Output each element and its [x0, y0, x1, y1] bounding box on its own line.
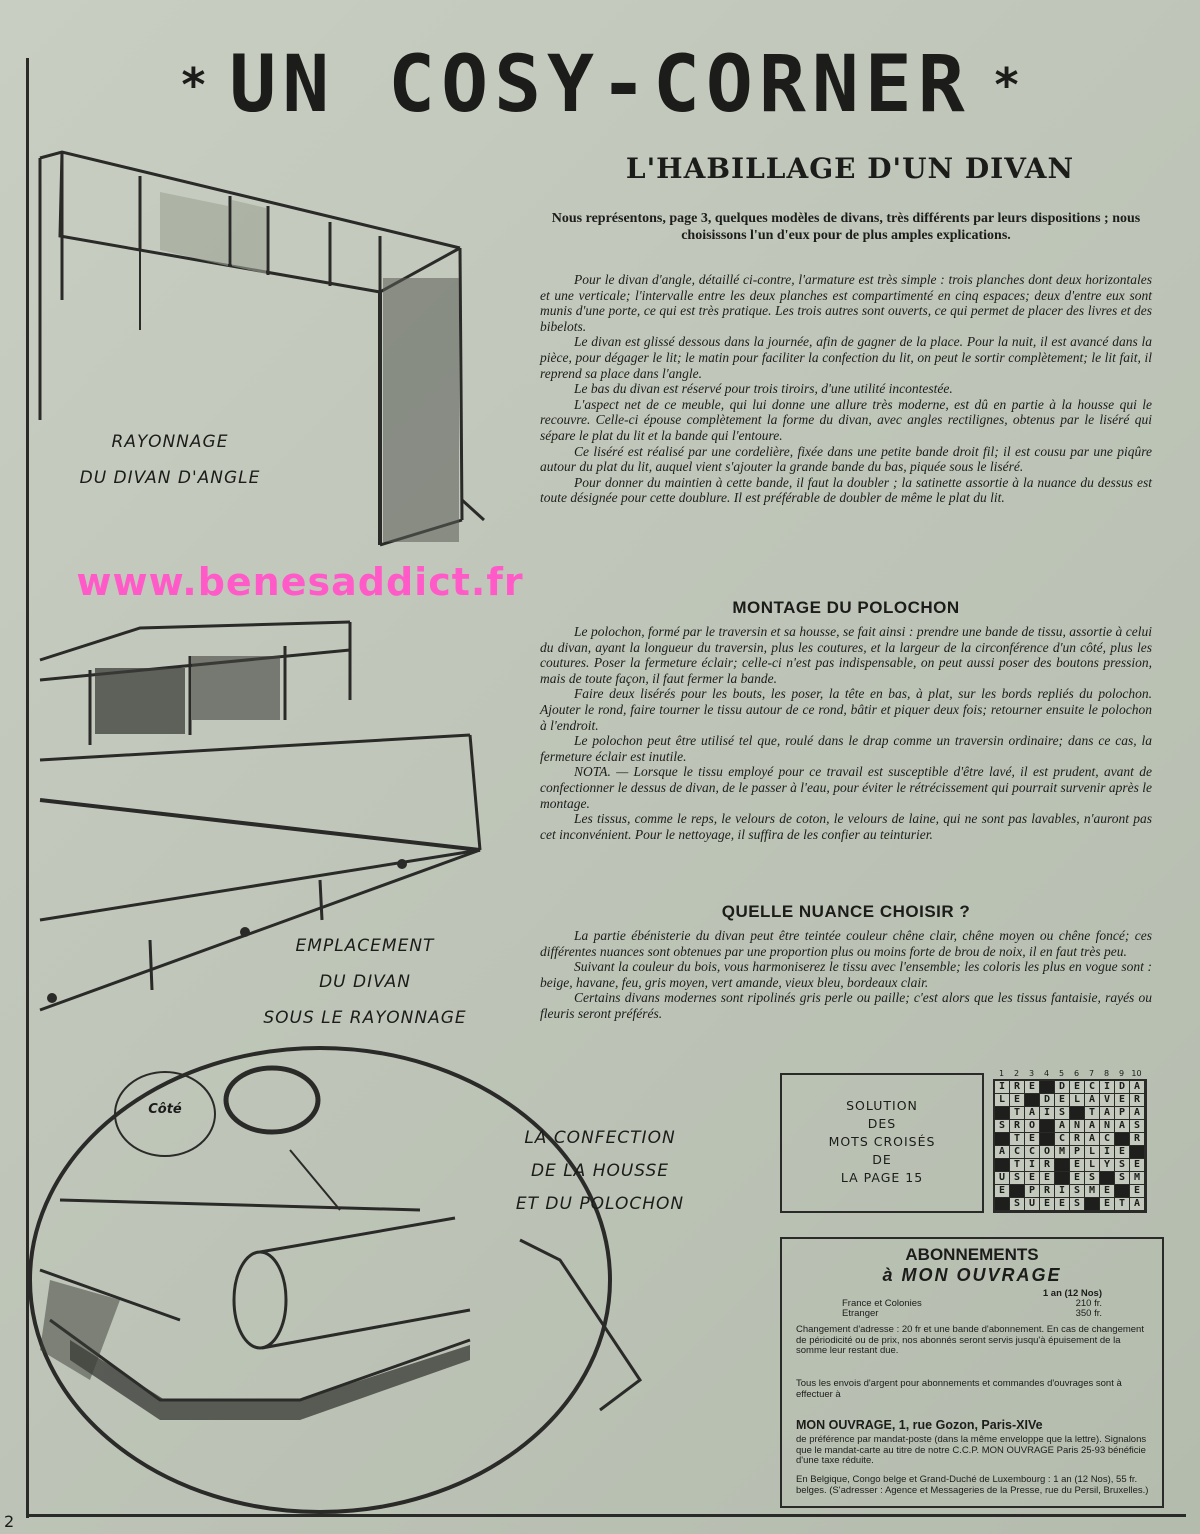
crossword-cell: P [1025, 1185, 1040, 1198]
crossword-cell: T [1085, 1107, 1100, 1120]
crossword-cell: E [1070, 1159, 1085, 1172]
crossword-cell: E [1025, 1172, 1040, 1185]
crossword-cell: S [1070, 1185, 1085, 1198]
crossword-column-number: 9 [1118, 1069, 1125, 1078]
rate-row [842, 1299, 1102, 1309]
crossword-cell: E [1040, 1172, 1055, 1185]
crossword-cell: R [1040, 1159, 1055, 1172]
crossword-black-cell [1100, 1172, 1115, 1185]
crossword-cell: C [1085, 1081, 1100, 1094]
crossword-cell: E [1070, 1172, 1085, 1185]
crossword-cell: R [1130, 1094, 1145, 1107]
paragraph: Le polochon, formé par le traversin et sa housse, se fait ainsi : prendre une bande de tissu, assortie à celui du divan, ayant la longueur du traversin, plus les coutures, et la largeur de la circonférence d'un côté, plus les coutures. Poser la fermeture éclair; celle-ci n'est pas indispensable, on peut aussi poser des boutons pression, mais de toute façon, il faut fermer la bande. [540, 624, 1152, 686]
crossword-cell: T [1010, 1133, 1025, 1146]
caption-line: SOUS LE RAYONNAGE [263, 1008, 467, 1028]
crossword-cell: Y [1100, 1159, 1115, 1172]
crossword-cell: S [1010, 1172, 1025, 1185]
crossword-cell: P [1070, 1146, 1085, 1159]
crossword-column-number: 3 [1028, 1069, 1035, 1078]
crossword-black-cell [1040, 1081, 1055, 1094]
belgique-text: En Belgique, Congo belge et Grand-Duché de Luxembourg : 1 an (12 Nos), 55 fr. belges. (S'adresser : Agence et Messageries de la Presse, rue du Persil, Bruxelles.) [796, 1474, 1149, 1496]
crossword-cell: I [1100, 1146, 1115, 1159]
solution-line: DE [872, 1152, 892, 1167]
caption-rayonnage [50, 424, 290, 496]
crossword-cell: E [995, 1185, 1010, 1198]
crossword-cell: V [1100, 1094, 1115, 1107]
crossword-cell: E [1070, 1081, 1085, 1094]
crossword-cell: E [1040, 1198, 1055, 1211]
housse-circle-drawing [30, 1048, 640, 1512]
crossword-black-cell [995, 1159, 1010, 1172]
crossword-column-number: 7 [1088, 1069, 1095, 1078]
crossword-cell: C [1100, 1133, 1115, 1146]
crossword-cell: I [1025, 1159, 1040, 1172]
crossword-black-cell [1085, 1198, 1100, 1211]
watermark-link[interactable]: www.benesaddict.fr [76, 560, 524, 604]
crossword-black-cell [1055, 1159, 1070, 1172]
caption-line: LA CONFECTION [524, 1128, 676, 1148]
subscription-rates [842, 1289, 1102, 1319]
crossword-cell: S [1085, 1172, 1100, 1185]
crossword-cell: A [1130, 1198, 1145, 1211]
crossword-cell: I [995, 1081, 1010, 1094]
crossword-solution-box [780, 1073, 984, 1213]
crossword-cell: E [1130, 1185, 1145, 1198]
crossword-cell: R [1010, 1081, 1025, 1094]
caption-line: ET DU POLOCHON [515, 1194, 685, 1214]
crossword-black-cell [995, 1198, 1010, 1211]
crossword-cell: N [1100, 1120, 1115, 1133]
divan-side-panel [383, 278, 459, 542]
caption-line: DU DIVAN D'ANGLE [79, 468, 261, 488]
paragraph: Le bas du divan est réservé pour trois tiroirs, d'une utilité incontestée. [574, 381, 953, 397]
rate-price: 210 fr. [1075, 1298, 1102, 1309]
section-heading-polochon: MONTAGE DU POLOCHON [732, 598, 960, 617]
crossword-cell: S [1070, 1198, 1085, 1211]
crossword-column-number: 5 [1058, 1069, 1065, 1078]
publisher-address: MON OUVRAGE, 1, rue Gozon, Paris-XIVe [796, 1418, 1043, 1432]
crossword-cell: A [1085, 1094, 1100, 1107]
paragraph: Ce liséré est réalisé par une cordelière, fixée dans une petite bande droit fil; il est cousu par une piqûre autour du plat du lit, auquel vient s'ajouter la grande bande du bas, piquée sous le liséré. [540, 443, 1152, 475]
paragraph: Les tissus, comme le reps, le velours de coton, le velours de laine, qui ne sont pas lavables, n'auront pas cet inconvénient. Pour le nettoyage, il suffira de les confier au teinturier. [540, 811, 1152, 842]
paragraph: Suivant la couleur du bois, vous harmoniserez le tissu avec l'ensemble; les coloris les plus en vogue sont : beige, havane, feu, gris moyen, vert amande, vieux bleu, bordeaux clair. [540, 959, 1152, 990]
crossword-cell: S [1115, 1159, 1130, 1172]
solution-line: DES [867, 1116, 897, 1131]
crossword-column-number: 2 [1013, 1069, 1020, 1078]
crossword-cell: E [1115, 1146, 1130, 1159]
crossword-black-cell [1115, 1133, 1130, 1146]
crossword-cell: C [1025, 1146, 1040, 1159]
crossword-cell: A [1025, 1107, 1040, 1120]
crossword-cell: R [1130, 1133, 1145, 1146]
rate-label: Etranger [842, 1308, 879, 1319]
subscription-subtitle: à MON OUVRAGE [882, 1265, 1062, 1285]
crossword-cell: E [1100, 1198, 1115, 1211]
solution-line: MOTS CROISÉS [828, 1134, 936, 1149]
crossword-cell: S [1010, 1198, 1025, 1211]
rate-price: 350 fr. [1075, 1308, 1102, 1319]
crossword-cell: E [1055, 1094, 1070, 1107]
caption-line: RAYONNAGE [111, 432, 229, 452]
crossword-cell: D [1115, 1081, 1130, 1094]
crossword-column-number: 10 [1131, 1069, 1142, 1078]
crossword-cell: A [1115, 1120, 1130, 1133]
crossword-black-cell [995, 1107, 1010, 1120]
solution-text [792, 1097, 972, 1187]
crossword-cell: L [1070, 1094, 1085, 1107]
crossword-black-cell [1070, 1107, 1085, 1120]
title-star-left: * [179, 58, 208, 112]
crossword-cell: A [1085, 1120, 1100, 1133]
subscription-period: 1 an (12 Nos) [1042, 1288, 1102, 1299]
crossword-black-cell [1040, 1133, 1055, 1146]
crossword-black-cell [1010, 1185, 1025, 1198]
rate-row [842, 1309, 1102, 1319]
crossword-cell: T [1115, 1198, 1130, 1211]
crossword-cell: M [1055, 1146, 1070, 1159]
paragraph: Le divan est glissé dessous dans la journée, afin de gagner de la place. Pour la nuit, il est avancé dans la pièce, pour dégager le lit; le matin pour faciliter la confection du lit, on peut le sortir complètement; le lit fait, il reprend sa place dans l'angle. [540, 334, 1152, 381]
crossword-cell: M [1130, 1172, 1145, 1185]
paragraph: Le polochon peut être utilisé tel que, roulé dans le drap comme un traversin ordinaire; dans ce cas, la fermeture éclair est inutile. [540, 733, 1152, 764]
crossword-cell: I [1100, 1081, 1115, 1094]
crossword-black-cell [1055, 1172, 1070, 1185]
crossword-column-number: 1 [998, 1069, 1005, 1078]
crossword-cell: A [1130, 1081, 1145, 1094]
caption-emplacement [230, 928, 500, 1036]
crossword-cell: O [1040, 1146, 1055, 1159]
crossword-cell: T [1010, 1107, 1025, 1120]
crossword-cell: M [1085, 1185, 1100, 1198]
crossword-black-cell [1115, 1185, 1130, 1198]
crossword-black-cell [1025, 1094, 1040, 1107]
crossword-cell: I [1055, 1185, 1070, 1198]
crossword-cell: A [1085, 1133, 1100, 1146]
solution-line: LA PAGE 15 [840, 1170, 924, 1185]
section-heading-nuance: QUELLE NUANCE CHOISIR ? [721, 902, 971, 921]
paragraph: Faire deux lisérés pour les bouts, les poser, la tête en bas, à plat, sur les bords repliés du polochon. Ajouter le rond, faire tourner le tissu autour de ce rond, bâtir et piquer deux fois; retourner ensuite le polochon à l'endroit. [540, 686, 1152, 733]
crossword-black-cell [995, 1133, 1010, 1146]
caption-line: EMPLACEMENT [295, 936, 435, 956]
crossword-cell: L [995, 1094, 1010, 1107]
article-subtitle: L'HABILLAGE D'UN DIVAN [625, 152, 1075, 185]
title-text: UN COSY-CORNER [229, 40, 971, 130]
crossword-cell: I [1040, 1107, 1055, 1120]
crossword-cell: O [1025, 1120, 1040, 1133]
paragraph: Pour le divan d'angle, détaillé ci-contre, l'armature est très simple : trois planches dont deux horizontales et une verticale; l'intervalle entre les deux planches est compartimenté en cinq espaces; deux d'entre eux sont munis d'une porte, ce qui est très pratique. Les trois autres sont ouverts, ce qui permet de placer des livres et des bibelots. [540, 272, 1152, 334]
crossword-cell: A [995, 1146, 1010, 1159]
caption-line: DU DIVAN [319, 972, 411, 992]
crossword-cell: D [1055, 1081, 1070, 1094]
article-intro: Nous représentons, page 3, quelques modèles de divans, très différents par leurs dispositions ; nous choisissons l'un d'eux pour de plus amples explications. [551, 211, 1141, 243]
crossword-cell: T [1010, 1159, 1025, 1172]
crossword-cell: A [1130, 1107, 1145, 1120]
paragraph: NOTA. — Lorsque le tissu employé pour ce travail est susceptible d'être lavé, il est prudent, avant de confectionner le dessus de divan, de le passer à l'eau, pour éviter le rétrécissement qui pourrait survenir après le montage. [540, 764, 1152, 811]
crossword-cell: P [1115, 1107, 1130, 1120]
crossword-cell: D [1040, 1094, 1055, 1107]
crossword-cell: E [1025, 1081, 1040, 1094]
crossword-cell: S [1055, 1107, 1070, 1120]
crossword-cell: C [1055, 1133, 1070, 1146]
crossword-cell: S [1130, 1120, 1145, 1133]
crossword-cell: R [1070, 1133, 1085, 1146]
crossword-cell: U [995, 1172, 1010, 1185]
crossword-cell: R [1010, 1120, 1025, 1133]
crossword-cell: R [1040, 1185, 1055, 1198]
crossword-cell: S [995, 1120, 1010, 1133]
rate-label: France et Colonies [842, 1298, 922, 1309]
title-star-right: * [992, 58, 1021, 112]
cote-label: Côté [148, 1102, 182, 1117]
paragraph: L'aspect net de ce meuble, qui lui donne une allure très moderne, est dû en partie à la housse qui le recouvre. Celle-ci épouse complètement la forme du divan, avec angles rectilignes, obtenus par le liséré qui sépare le plat du lit et la bande qui l'entoure. [540, 396, 1152, 443]
crossword-column-number: 6 [1073, 1069, 1080, 1078]
crossword-cell: E [1025, 1133, 1040, 1146]
crossword-cell: E [1010, 1094, 1025, 1107]
page-number: 2 [4, 1512, 15, 1531]
subscription-title: ABONNEMENTS [905, 1245, 1039, 1264]
crossword-cell: E [1100, 1185, 1115, 1198]
paragraph: Pour donner du maintien à cette bande, il faut la doubler ; la satinette assortie à la nuance du dessus est toute désignée pour cette doublure. Il est préférable de doubler de même le plat du lit. [540, 474, 1152, 506]
crossword-column-numbers [994, 1069, 1144, 1079]
crossword-black-cell [1040, 1120, 1055, 1133]
crossword-cell: E [1115, 1094, 1130, 1107]
crossword-cell: C [1010, 1146, 1025, 1159]
crossword-cell: A [1100, 1107, 1115, 1120]
crossword-column-number: 8 [1103, 1069, 1110, 1078]
crossword-cell: E [1055, 1198, 1070, 1211]
crossword-cell: N [1070, 1120, 1085, 1133]
caption-confection [490, 1122, 710, 1221]
crossword-cell: E [1130, 1159, 1145, 1172]
paragraph: Certains divans modernes sont ripolinés gris perle ou paille; c'est alors que les tissus fantaisie, rayés ou fleuris seront préférés. [540, 990, 1152, 1021]
paragraph: La partie ébénisterie du divan peut être teintée couleur chêne clair, chêne moyen ou chêne foncé; ces différentes nuances sont obtenues par une proportion plus ou moins forte de brou de noix, il en faut très peu. [540, 928, 1152, 959]
crossword-column-number: 4 [1043, 1069, 1050, 1078]
crossword-black-cell [1130, 1146, 1145, 1159]
crossword-cell: S [1115, 1172, 1130, 1185]
crossword-cell: A [1055, 1120, 1070, 1133]
solution-line: SOLUTION [846, 1098, 918, 1113]
mandat-text: de préférence par mandat-poste (dans la même enveloppe que la lettre). Signalons que le mandat-carte au titre de notre C.C.P. MON OUVRAGE Paris 25-93 bénéficie d'une taxe réduite. [796, 1434, 1147, 1466]
change-address-text: Changement d'adresse : 20 fr et une bande d'abonnement. En cas de changement de périodicité ou de prix, nos abonnés seront servis jusqu'à épuisement de la somme leur restant due. [796, 1324, 1144, 1356]
crossword-cell: L [1085, 1159, 1100, 1172]
caption-line: DE LA HOUSSE [530, 1161, 670, 1181]
crossword-cell: L [1085, 1146, 1100, 1159]
crossword-cell: U [1025, 1198, 1040, 1211]
subscription-box [780, 1237, 1164, 1508]
crossword-grid [993, 1079, 1147, 1213]
envois-text: Tous les envois d'argent pour abonnements et commandes d'ouvrages sont à effectuer à [796, 1378, 1122, 1400]
